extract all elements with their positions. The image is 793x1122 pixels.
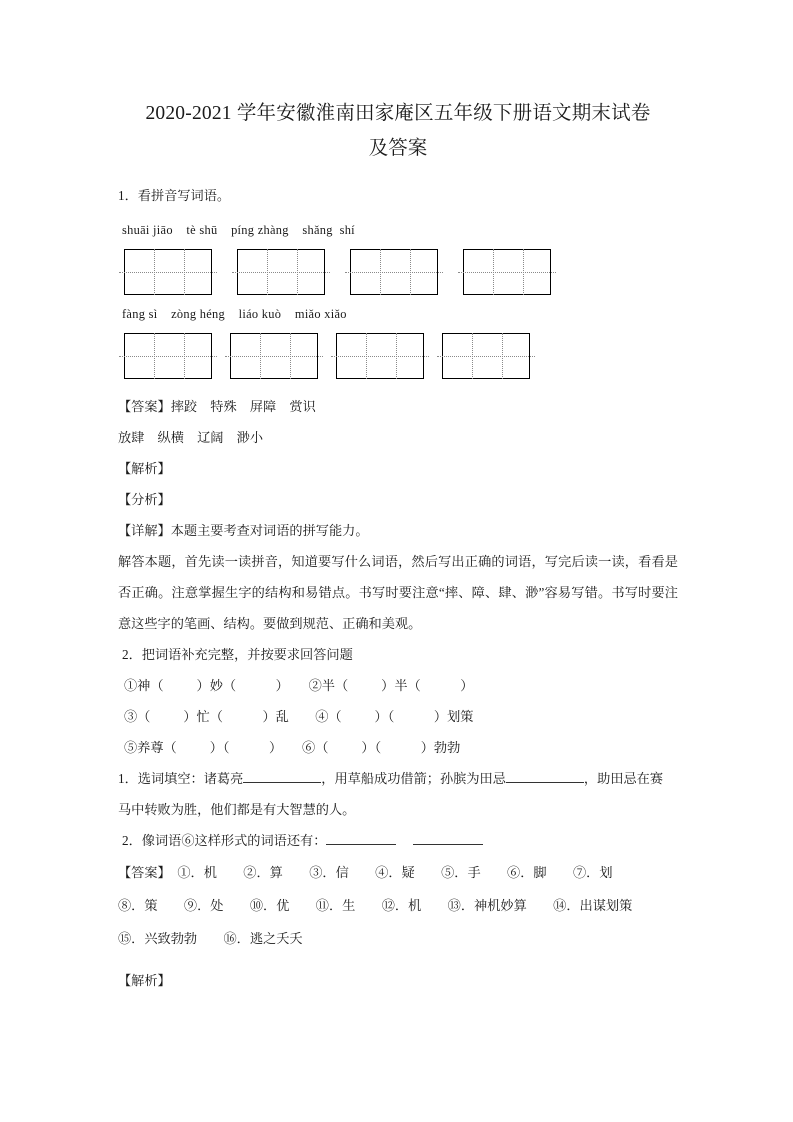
grid-vertical-divider bbox=[502, 333, 503, 379]
question-2-item-row-1[interactable]: ①神（ ）妙（ ） ②半（ ）半（ ） bbox=[124, 678, 474, 693]
question-1-fenxi-label: 【分析】 bbox=[118, 492, 171, 507]
grid-horizontal-divider bbox=[458, 272, 556, 273]
grid-vertical-divider bbox=[267, 249, 268, 295]
grid-horizontal-divider bbox=[331, 356, 429, 357]
question-1-pinyin-row-1: shuāi jiāo tè shū píng zhàng shǎng shí bbox=[122, 223, 355, 237]
grid-vertical-divider bbox=[472, 333, 473, 379]
question-2-analysis-label: 【解析】 bbox=[118, 973, 171, 988]
grid-vertical-divider bbox=[290, 333, 291, 379]
question-1-pinyin-row-2: fàng sì zòng héng liáo kuò miǎo xiǎo bbox=[122, 307, 347, 321]
grid-horizontal-divider bbox=[232, 272, 330, 273]
grid-vertical-divider bbox=[184, 249, 185, 295]
character-grid-box[interactable] bbox=[124, 249, 212, 295]
character-grid-box[interactable] bbox=[336, 333, 424, 379]
grid-vertical-divider bbox=[493, 249, 494, 295]
character-grid-row-2 bbox=[124, 333, 678, 379]
page-content bbox=[118, 96, 678, 996]
sub-1-blank-b[interactable] bbox=[506, 782, 584, 783]
character-grid-box[interactable] bbox=[237, 249, 325, 295]
question-2-item-row-2[interactable]: ③（ ）忙（ ）乱 ④（ ）（ ）划策 bbox=[124, 709, 474, 724]
question-2-prompt: 2．把词语补充完整，并按要求回答问题 bbox=[122, 647, 353, 662]
grid-vertical-divider bbox=[410, 249, 411, 295]
sub-2-blank-a[interactable] bbox=[326, 844, 396, 845]
grid-vertical-divider bbox=[154, 333, 155, 379]
grid-vertical-divider bbox=[380, 249, 381, 295]
grid-vertical-divider bbox=[366, 333, 367, 379]
grid-vertical-divider bbox=[396, 333, 397, 379]
question-1-answer-line-1 bbox=[118, 391, 678, 422]
question-2-answer-line-3: ⑮．兴致勃勃 ⑯．逃之夭夭 bbox=[118, 931, 303, 946]
character-grid-box[interactable] bbox=[124, 333, 212, 379]
sub-1-blank-a[interactable] bbox=[243, 782, 321, 783]
grid-vertical-divider bbox=[154, 249, 155, 295]
question-1-answer-line-2: 放肆 纵横 辽阔 渺小 bbox=[118, 430, 264, 445]
grid-horizontal-divider bbox=[225, 356, 323, 357]
sub-1-prefix: 1．选词填空：诸葛亮 bbox=[118, 771, 244, 786]
question-2-answer-line-2: ⑧．策 ⑨．处 ⑩．优 ⑪．生 ⑫．机 ⑬．神机妙算 ⑭．出谋划策 bbox=[118, 898, 633, 913]
character-grid-box[interactable] bbox=[350, 249, 438, 295]
question-1-prompt: 1．看拼音写词语。 bbox=[118, 188, 231, 203]
sub-2-text: 2．像词语⑥这样形式的词语还有： bbox=[122, 833, 327, 848]
character-grid-box[interactable] bbox=[442, 333, 530, 379]
answer-label: 【答案】 bbox=[118, 865, 165, 880]
character-grid-row-1 bbox=[124, 249, 678, 295]
answer-text: ①．机 ②．算 ③．信 ④．疑 ⑤．手 ⑥．脚 ⑦．划 bbox=[177, 865, 613, 880]
grid-horizontal-divider bbox=[437, 356, 535, 357]
grid-vertical-divider bbox=[260, 333, 261, 379]
grid-horizontal-divider bbox=[119, 356, 217, 357]
grid-horizontal-divider bbox=[119, 272, 217, 273]
answer-text: 摔跤 特殊 屏障 赏识 bbox=[170, 399, 316, 414]
grid-vertical-divider bbox=[184, 333, 185, 379]
sub-1-mid: ，用草船成功借箭；孙膑为田忌 bbox=[321, 771, 506, 786]
character-grid-box[interactable] bbox=[230, 333, 318, 379]
sub-1-tail: ，助田忌在赛 bbox=[583, 771, 664, 786]
grid-horizontal-divider bbox=[345, 272, 443, 273]
question-1-analysis-label: 【解析】 bbox=[118, 461, 171, 476]
character-grid-box[interactable] bbox=[463, 249, 551, 295]
grid-vertical-divider bbox=[523, 249, 524, 295]
answer-label: 【答案】 bbox=[118, 399, 171, 414]
question-2-sub-1 bbox=[118, 763, 678, 794]
page-title: 2020-2021 学年安徽淮南田家庵区五年级下册语文期末试卷 bbox=[145, 103, 651, 124]
page-title-line2: 及答案 bbox=[368, 138, 428, 159]
question-2-answer-line-1 bbox=[118, 856, 678, 889]
question-1-explanation: 解答本题，首先读一读拼音，知道要写什么词语，然后写出正确的词语，写完后读一读，看看是否正确。注意掌握生字的结构和易错点。书写时要注意“摔、障、肆、渺”容易写错。书写时要注意这些字的笔画、结构。要做到规范、正确和美观。 bbox=[118, 554, 678, 631]
question-2-item-row-3[interactable]: ⑤养尊（ ）（ ） ⑥（ ）（ ）勃勃 bbox=[124, 740, 461, 755]
question-2-sub-2 bbox=[118, 825, 678, 856]
sub-2-blank-b[interactable] bbox=[413, 844, 483, 845]
question-2-sub-1-line-2: 马中转败为胜，他们都是有大智慧的人。 bbox=[118, 802, 356, 817]
question-1-xiangjie: 【详解】本题主要考查对词语的拼写能力。 bbox=[118, 523, 369, 538]
grid-vertical-divider bbox=[297, 249, 298, 295]
